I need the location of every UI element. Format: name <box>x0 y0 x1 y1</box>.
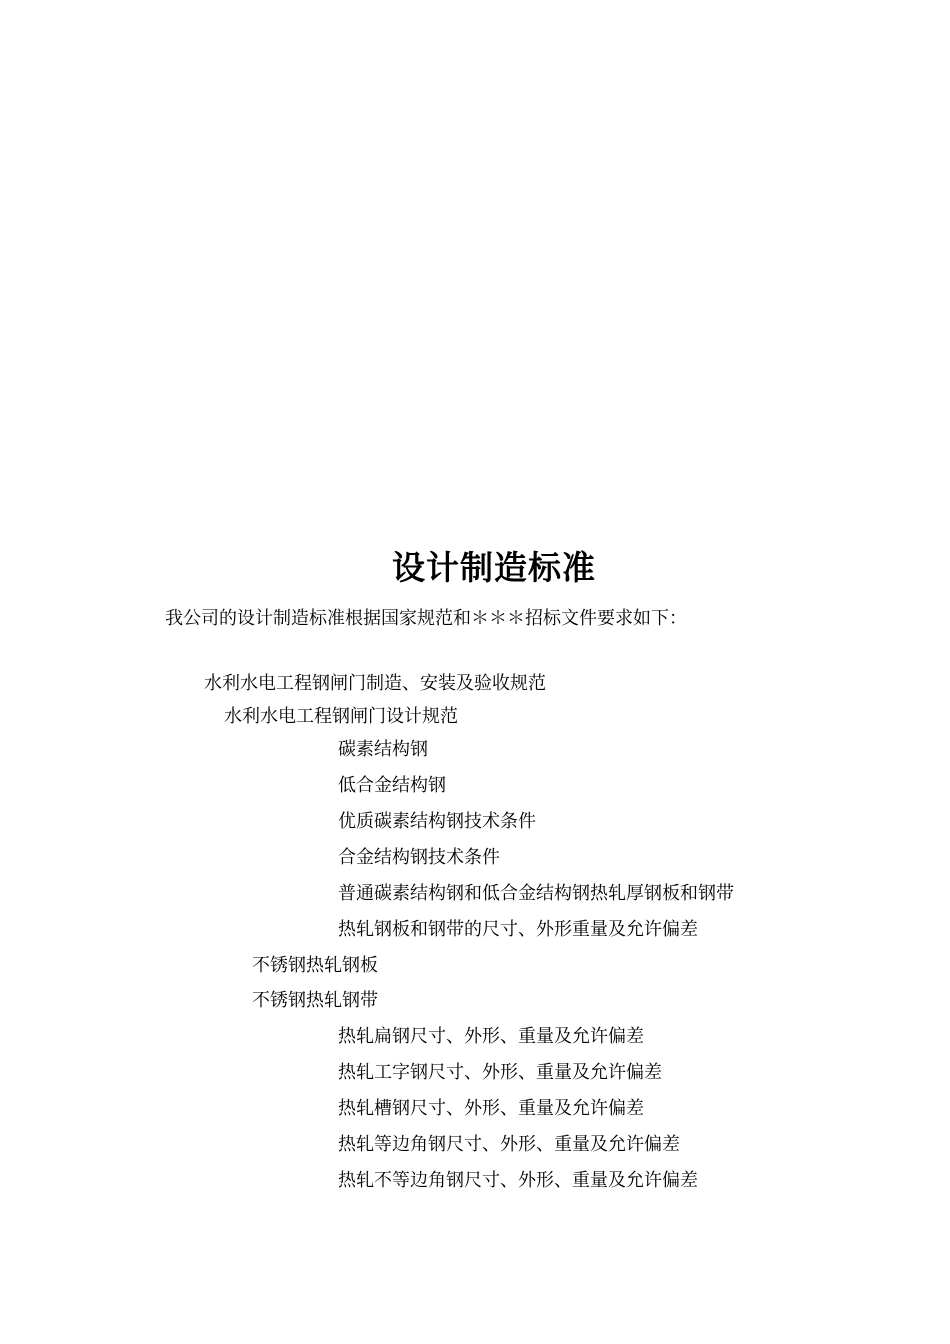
standard-item: 热轧槽钢尺寸、外形、重量及允许偏差 <box>338 1098 644 1119</box>
standard-item: 优质碳素结构钢技术条件 <box>338 811 536 832</box>
standard-item: 碳素结构钢 <box>338 739 428 760</box>
standard-item: 不锈钢热轧钢带 <box>252 990 378 1011</box>
standard-item: 热轧扁钢尺寸、外形、重量及允许偏差 <box>338 1026 644 1047</box>
standard-item: 热轧工字钢尺寸、外形、重量及允许偏差 <box>338 1062 662 1083</box>
standard-item: 普通碳素结构钢和低合金结构钢热轧厚钢板和钢带 <box>338 883 734 904</box>
standard-item: 水利水电工程钢闸门设计规范 <box>224 706 458 727</box>
intro-paragraph: 我公司的设计制造标准根据国家规范和＊＊＊招标文件要求如下： <box>165 608 687 629</box>
standard-item: 低合金结构钢 <box>338 775 446 796</box>
standard-item: 不锈钢热轧钢板 <box>252 955 378 976</box>
standard-item: 合金结构钢技术条件 <box>338 847 500 868</box>
standard-item: 热轧钢板和钢带的尺寸、外形重量及允许偏差 <box>338 919 698 940</box>
standard-item: 热轧不等边角钢尺寸、外形、重量及允许偏差 <box>338 1170 698 1191</box>
standard-item: 水利水电工程钢闸门制造、安装及验收规范 <box>204 673 546 694</box>
document-title: 设计制造标准 <box>392 548 596 587</box>
standard-item: 热轧等边角钢尺寸、外形、重量及允许偏差 <box>338 1134 680 1155</box>
